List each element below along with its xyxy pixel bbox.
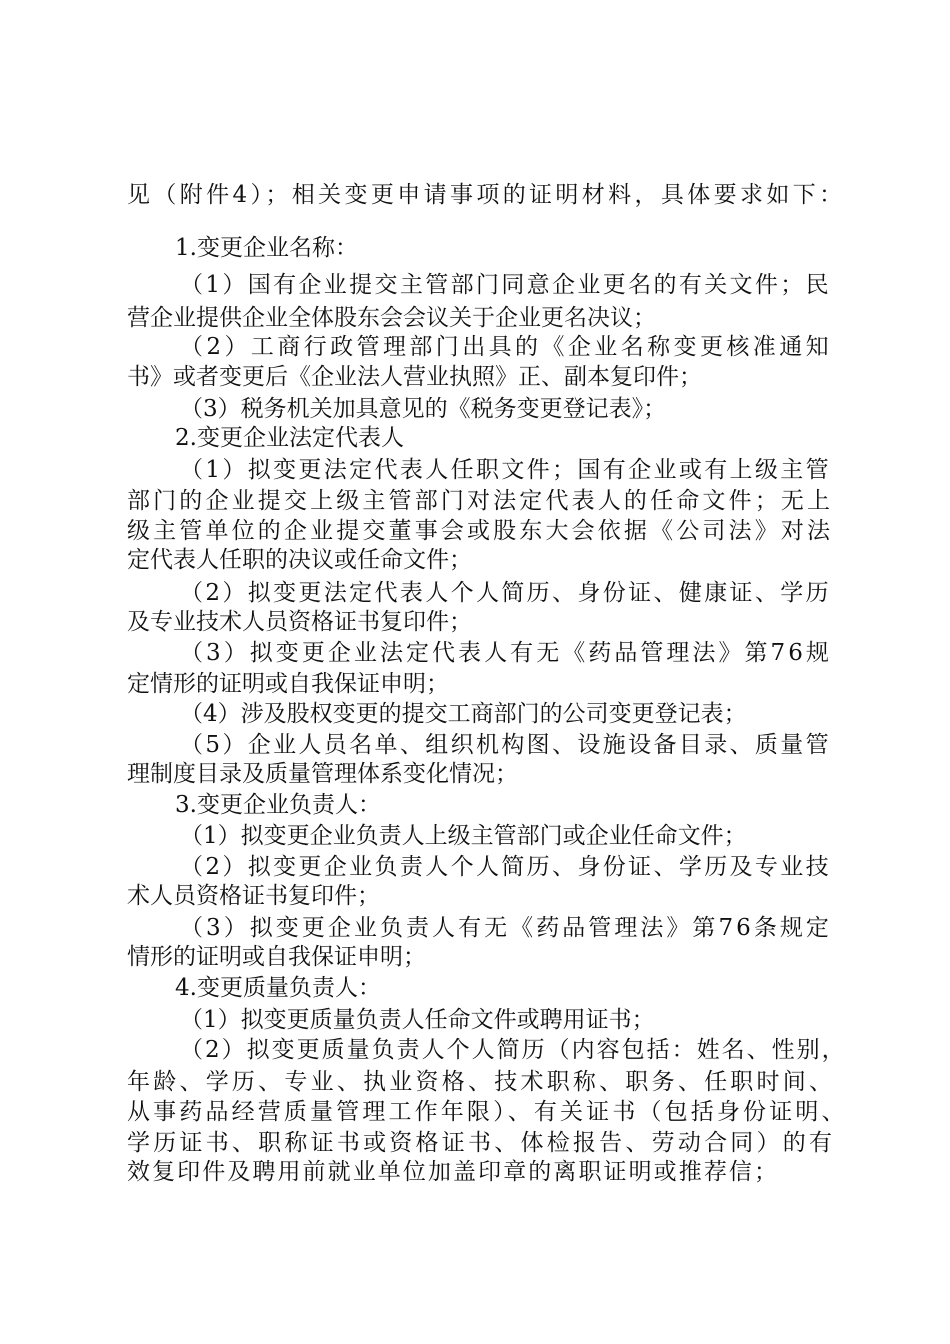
text-line: 4.变更质量负责人： [175, 975, 381, 1001]
text-line: （5）企业人员名单、组织机构图、设施设备目录、质量管 [180, 732, 831, 758]
text-line: 术人员资格证书复印件； [127, 883, 380, 909]
text-line: 年龄、学历、专业、执业资格、技术职称、职务、任职时间、 [127, 1069, 836, 1095]
text-line: 书》或者变更后《企业法人营业执照》正、副本复印件； [127, 364, 702, 390]
text-line: （4）涉及股权变更的提交工商部门的公司变更登记表； [180, 701, 747, 727]
text-line: 营企业提供企业全体股东会会议关于企业更名决议； [127, 305, 656, 331]
text-line: 定代表人任职的决议或任命文件； [127, 547, 472, 573]
text-line: （2）工商行政管理部门出具的《企业名称变更核准通知 [180, 334, 833, 360]
text-line: （1）拟变更质量负责人任命文件或聘用证书； [180, 1007, 655, 1033]
text-line: （1）国有企业提交主管部门同意企业更名的有关文件；民 [180, 272, 831, 298]
text-line: （2）拟变更企业负责人个人简历、身份证、学历及专业技 [180, 854, 831, 880]
text-line: 从事药品经营质量管理工作年限）、有关证书（包括身份证明、 [127, 1099, 848, 1125]
text-line: （3）拟变更企业法定代表人有无《药品管理法》第76规 [180, 640, 832, 666]
text-line: 1.变更企业名称： [175, 235, 358, 261]
text-line: 见（附件4）；相关变更申请事项的证明材料，具体要求如下： [127, 182, 846, 208]
text-line: （1）拟变更企业负责人上级主管部门或企业任命文件； [180, 823, 747, 849]
text-line: 2.变更企业法定代表人 [175, 425, 404, 451]
text-line: （3）拟变更企业负责人有无《药品管理法》第76条规定 [180, 915, 832, 941]
text-line: （3）税务机关加具意见的《税务变更登记表》； [180, 396, 667, 422]
text-line: 及专业技术人员资格证书复印件； [127, 609, 472, 635]
text-line: （1）拟变更法定代表人任职文件；国有企业或有上级主管 [180, 457, 831, 483]
text-line: 部门的企业提交上级主管部门对法定代表人的任命文件；无上 [127, 488, 834, 514]
text-line: 级主管单位的企业提交董事会或股东大会依据《公司法》对法 [127, 518, 834, 544]
text-line: 学历证书、职称证书或资格证书、体检报告、劳动合同）的有 [127, 1130, 836, 1156]
text-line: （2）拟变更法定代表人个人简历、身份证、健康证、学历 [180, 580, 831, 606]
text-line: 情形的证明或自我保证申明； [127, 944, 426, 970]
text-line: （2）拟变更质量负责人个人简历（内容包括：姓名、性别， [180, 1037, 847, 1063]
text-line: 3.变更企业负责人： [175, 792, 381, 818]
text-line: 定情形的证明或自我保证申明； [127, 671, 449, 697]
text-line: 效复印件及聘用前就业单位加盖印章的离职证明或推荐信； [127, 1159, 780, 1185]
text-line: 理制度目录及质量管理体系变化情况； [127, 761, 518, 787]
